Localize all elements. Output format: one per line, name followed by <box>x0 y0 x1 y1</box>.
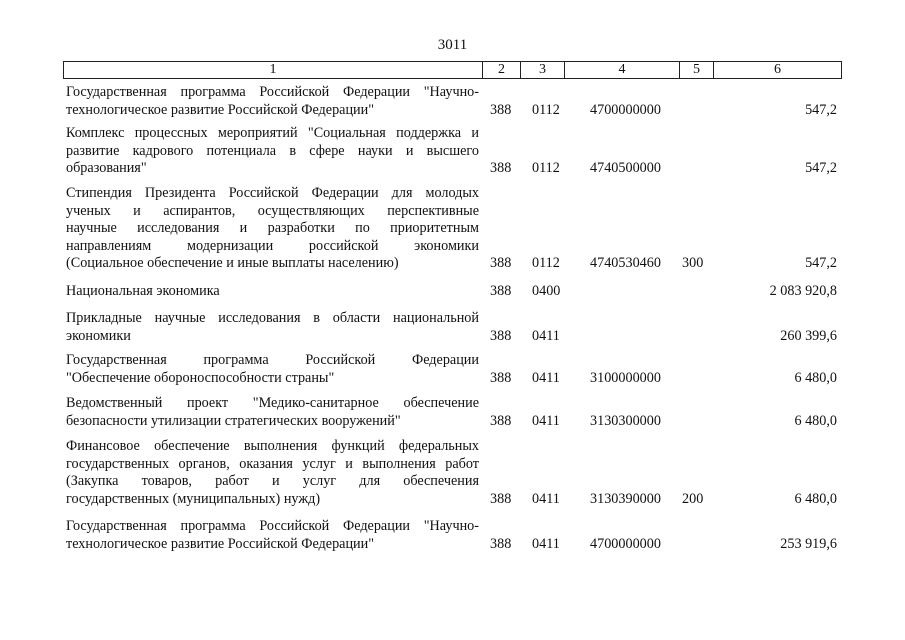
description-line: (Закупка товаров, работ и услуг для обеспечения <box>66 473 479 489</box>
table-row <box>63 125 842 178</box>
description-line: Национальная экономика <box>66 283 220 299</box>
cell-c3: 0411 <box>532 412 560 429</box>
cell-c2: 388 <box>490 369 512 386</box>
row-description <box>66 283 479 301</box>
description-line: научные исследования и разработки по приоритетным <box>66 220 479 236</box>
table-row <box>63 310 842 345</box>
description-line: Финансовое обеспечение выполнения функций федеральных <box>66 438 479 454</box>
description-line: образования" <box>66 160 147 176</box>
cell-c6: 2 083 920,8 <box>769 283 837 299</box>
cell-c4: 4700000000 <box>590 101 661 118</box>
page-number: 3011 <box>437 37 468 53</box>
row-description <box>66 518 479 553</box>
cell-c6: 260 399,6 <box>780 327 837 344</box>
table-row <box>63 84 842 119</box>
cell-c4: 4740500000 <box>590 160 661 176</box>
cell-c6: 253 919,6 <box>780 535 837 552</box>
cell-c6: 6 480,0 <box>794 369 837 386</box>
description-line: технологическое развитие Российской Федерации" <box>66 101 375 118</box>
row-description <box>66 395 479 430</box>
header-col-6: 6 <box>713 62 841 78</box>
table-row <box>63 283 842 301</box>
cell-c5: 200 <box>682 490 704 507</box>
cell-c2: 388 <box>490 101 512 118</box>
description-line: "Обеспечение обороноспособности страны" <box>66 369 335 386</box>
cell-c4: 3130300000 <box>590 412 661 429</box>
description-line: государственных (муниципальных) нужд) <box>66 490 321 507</box>
row-description <box>66 185 479 273</box>
row-description <box>66 84 479 119</box>
cell-c3: 0112 <box>532 255 560 271</box>
header-col-3: 3 <box>520 62 564 78</box>
cell-c6: 6 480,0 <box>794 490 837 507</box>
cell-c2: 388 <box>490 535 512 552</box>
cell-c2: 388 <box>490 327 512 344</box>
description-line: Стипендия Президента Российской Федерации для молодых <box>66 185 479 201</box>
table-row <box>63 352 842 387</box>
description-line: развитие кадрового потенциала в сфере науки и высшего <box>66 142 479 159</box>
row-description <box>66 438 479 508</box>
cell-c5: 300 <box>682 255 704 271</box>
cell-c6: 547,2 <box>805 160 837 176</box>
cell-c3: 0411 <box>532 535 560 552</box>
header-col-5: 5 <box>679 62 713 78</box>
table-row <box>63 185 842 273</box>
description-line: государственных органов, оказания услуг и выполнения работ <box>66 455 479 472</box>
cell-c6: 547,2 <box>805 101 837 118</box>
header-col-4: 4 <box>564 62 679 78</box>
cell-c4: 4700000000 <box>590 535 661 552</box>
cell-c4: 4740530460 <box>590 255 661 271</box>
table-header <box>63 61 842 79</box>
cell-c3: 0411 <box>532 490 560 507</box>
header-col-1: 1 <box>269 62 277 77</box>
row-description <box>66 352 479 387</box>
cell-c6: 6 480,0 <box>794 412 837 429</box>
cell-c2: 388 <box>490 283 512 299</box>
description-line: Ведомственный проект "Медико-санитарное обеспечение <box>66 395 479 411</box>
cell-c3: 0400 <box>532 283 561 299</box>
cell-c2: 388 <box>490 255 512 271</box>
table-row <box>63 438 842 508</box>
cell-c2: 388 <box>490 490 512 507</box>
cell-c3: 0411 <box>532 327 560 344</box>
row-description <box>66 310 479 345</box>
cell-c3: 0112 <box>532 160 560 176</box>
description-line: Государственная программа Российской Федерации "Научно- <box>66 84 479 100</box>
header-col-2: 2 <box>482 62 520 78</box>
description-line: направлениям модернизации российской экономики <box>66 237 479 254</box>
description-line: Государственная программа Российской Федерации <box>66 352 479 368</box>
description-line: Комплекс процессных мероприятий "Социальная поддержка и <box>66 125 479 141</box>
cell-c4: 3100000000 <box>590 369 661 386</box>
description-line: Прикладные научные исследования в области национальной <box>66 310 479 326</box>
cell-c3: 0112 <box>532 101 560 118</box>
cell-c2: 388 <box>490 160 512 176</box>
description-line: экономики <box>66 327 131 344</box>
cell-c2: 388 <box>490 412 512 429</box>
description-line: Государственная программа Российской Федерации "Научно- <box>66 518 479 534</box>
description-line: технологическое развитие Российской Федерации" <box>66 535 375 552</box>
cell-c4: 3130390000 <box>590 490 661 507</box>
row-description <box>66 125 479 178</box>
description-line: ученых и аспирантов, осуществляющих перспективные <box>66 202 479 219</box>
table-row <box>63 395 842 430</box>
table-row <box>63 518 842 553</box>
description-line: (Социальное обеспечение и иные выплаты населению) <box>66 255 399 271</box>
cell-c3: 0411 <box>532 369 560 386</box>
description-line: безопасности утилизации стратегических вооружений" <box>66 412 401 429</box>
cell-c6: 547,2 <box>805 255 837 271</box>
